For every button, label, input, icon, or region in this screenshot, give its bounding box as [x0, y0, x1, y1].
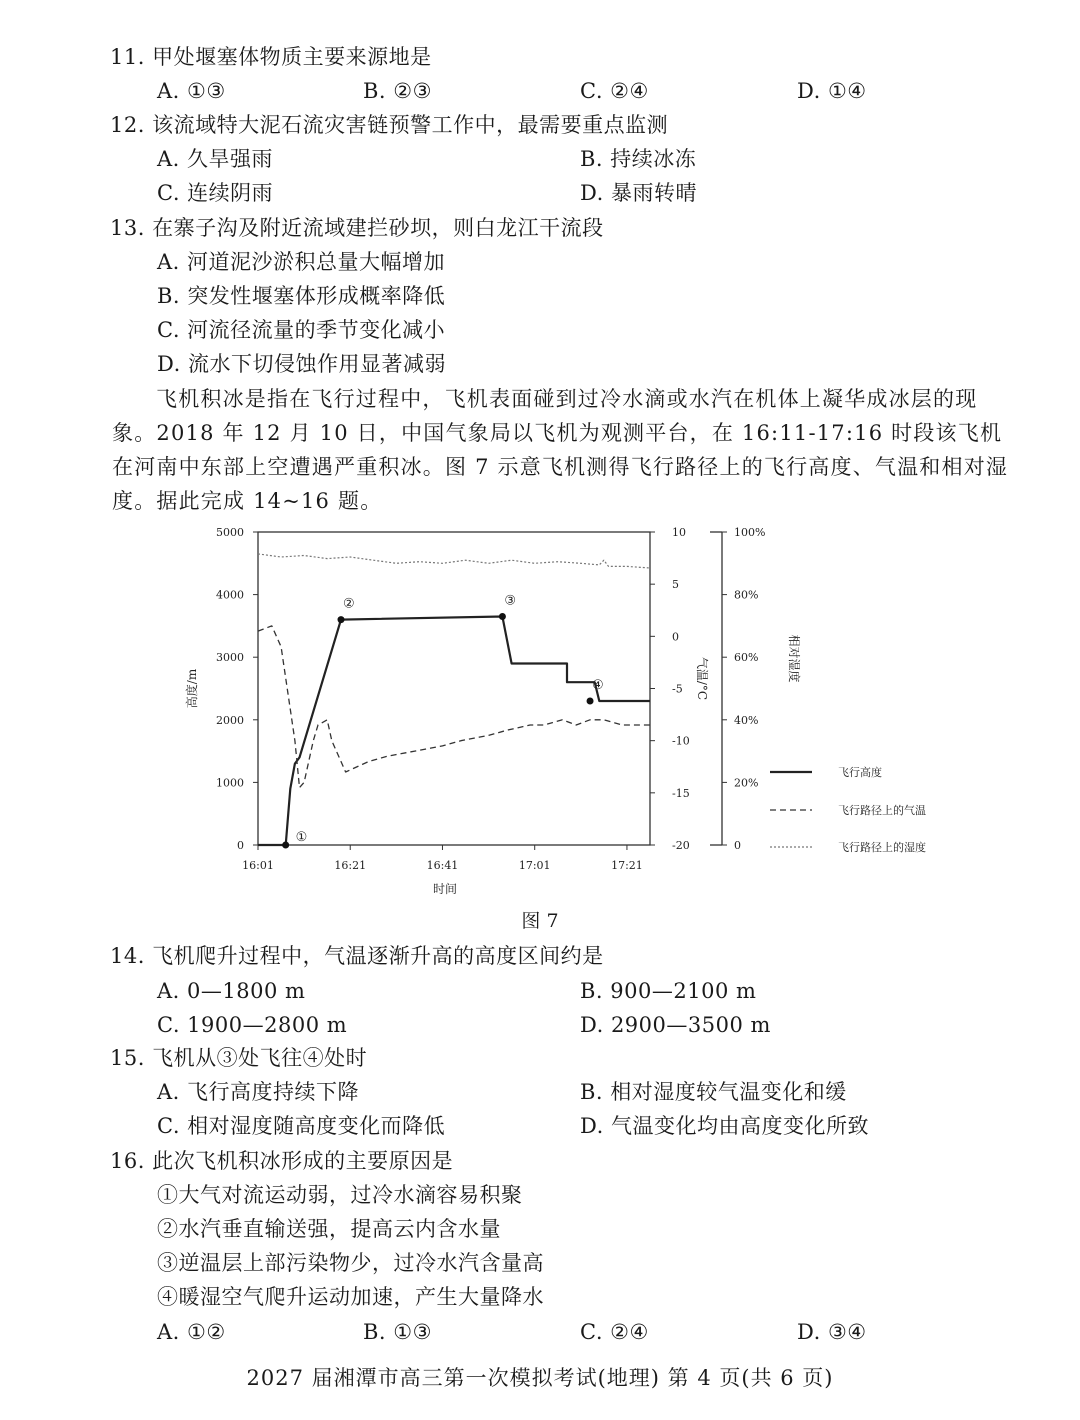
legend-label-0: 飞行高度 [838, 766, 882, 779]
marked-point [338, 616, 345, 623]
q15-option-c: C. 相对湿度随高度变化而降低 [157, 1114, 446, 1138]
marked-point [282, 842, 289, 849]
marked-point-label: ② [343, 596, 355, 612]
q14-option-c: C. 1900—2800 m [157, 1013, 348, 1037]
question-16-stem: 16. 此次飞机积冰形成的主要原因是 [110, 1149, 454, 1173]
marked-point-label: ④ [592, 678, 604, 694]
humidity-axis-label: 相对湿度 [787, 634, 801, 683]
temp-axis-label: 气温/°C [695, 656, 709, 701]
left-axis-tick-label: 2000 [216, 713, 244, 727]
figure-caption: 图 7 [521, 910, 559, 932]
marked-point-label: ① [295, 830, 308, 845]
q12-option-d: D. 暴雨转晴 [580, 181, 697, 205]
q13-option-a: A. 河道泥沙淤积总量大幅增加 [157, 250, 446, 274]
q12-option-c: C. 连续阴雨 [157, 181, 274, 205]
q11-option-a: A. ①③ [157, 79, 226, 103]
q11-option-d: D. ①④ [797, 79, 867, 103]
q16-option-a: A. ①② [157, 1320, 226, 1344]
left-axis-tick-label: 1000 [216, 776, 244, 790]
question-11-stem: 11. 甲处堰塞体物质主要来源地是 [110, 45, 432, 69]
q16-item-2: ②水汽垂直输送强，提高云内含水量 [157, 1217, 501, 1241]
q16-item-4: ④暖湿空气爬升运动加速，产生大量降水 [157, 1285, 544, 1309]
question-14-stem: 14. 飞机爬升过程中，气温逐渐升高的高度区间约是 [110, 944, 604, 968]
series-line-2 [258, 554, 650, 568]
left-axis-label: 高度/m [185, 668, 199, 709]
marked-point [499, 613, 506, 620]
x-axis-tick-label: 17:21 [611, 859, 643, 872]
reading-passage [112, 382, 1012, 518]
question-12-stem: 12. 该流域特大泥石流灾害链预警工作中，最需要重点监测 [110, 113, 669, 137]
temp-axis-tick-label: -10 [672, 734, 690, 748]
q11-option-c: C. ②④ [580, 79, 649, 103]
question-15-stem: 15. 飞机从③处飞往④处时 [110, 1046, 368, 1070]
humidity-axis-tick-label: 80% [734, 588, 759, 602]
x-axis-label: 时间 [432, 882, 458, 896]
series-line-0 [258, 617, 650, 846]
x-axis-tick-label: 17:01 [518, 859, 551, 872]
page-footer: 2027 届湘潭市高三第一次模拟考试(地理) 第 4 页(共 6 页) [246, 1366, 834, 1390]
legend-label-1: 飞行路径上的气温 [838, 804, 926, 817]
q11-option-b: B. ②③ [363, 79, 432, 103]
temp-axis-tick-label: -20 [672, 839, 690, 852]
humidity-axis-tick-label: 20% [734, 776, 759, 790]
temp-axis-tick-label: 10 [672, 526, 686, 539]
left-axis-tick-label: 0 [237, 839, 244, 852]
q13-option-b: B. 突发性堰塞体形成概率降低 [157, 284, 446, 308]
temp-axis-tick-label: 0 [672, 630, 679, 644]
q13-option-d: D. 流水下切侵蚀作用显著减弱 [157, 352, 446, 376]
question-13-stem: 13. 在寨子沟及附近流域建拦砂坝，则白龙江干流段 [110, 216, 604, 240]
q12-option-a: A. 久旱强雨 [157, 147, 274, 171]
q12-option-b: B. 持续冰冻 [580, 147, 697, 171]
x-axis-tick-label: 16:41 [426, 859, 459, 872]
q15-option-a: A. 飞行高度持续下降 [157, 1080, 360, 1104]
q14-option-d: D. 2900—3500 m [580, 1013, 771, 1037]
humidity-axis-tick-label: 60% [734, 651, 759, 665]
figure-7-chart [170, 518, 970, 908]
humidity-axis-tick-label: 40% [734, 713, 759, 727]
legend-label-2: 飞行路径上的湿度 [838, 841, 926, 854]
x-axis-tick-label: 16:21 [334, 859, 367, 872]
q16-option-c: C. ②④ [580, 1320, 649, 1344]
temp-axis-tick-label: 5 [672, 578, 679, 592]
left-axis-tick-label: 5000 [216, 526, 244, 539]
humidity-axis-tick-label: 100% [734, 526, 766, 539]
q14-option-a: A. 0—1800 m [157, 979, 306, 1003]
q16-item-3: ③逆温层上部污染物少，过冷水汽含量高 [157, 1251, 544, 1275]
marked-point-label: ③ [504, 593, 517, 609]
left-axis-tick-label: 3000 [216, 651, 244, 665]
temp-axis-tick-label: -15 [672, 786, 690, 800]
marked-point [587, 698, 594, 705]
q16-item-1: ①大气对流运动弱，过冷水滴容易积聚 [157, 1183, 523, 1207]
passage-text: 飞机积冰是指在飞行过程中，飞机表面碰到过冷水滴或水汽在机体上凝华成冰层的现象。2018 年 12 月 10 日，中国气象局以飞机为观测平台，在 16:11-17:16 时段该飞机在河南中东部上空遭遇严重积冰。图 7 示意飞机测得飞行路径上的飞行高度、气温和相对湿度。据此完成 14~16 题。 [112, 387, 1009, 513]
q16-option-b: B. ①③ [363, 1320, 432, 1344]
x-axis-tick-label: 16:01 [242, 859, 274, 872]
temp-axis-tick-label: -5 [672, 682, 683, 696]
q16-option-d: D. ③④ [797, 1320, 867, 1344]
humidity-axis-tick-label: 0 [734, 839, 741, 852]
q13-option-c: C. 河流径流量的季节变化减小 [157, 318, 446, 342]
left-axis-tick-label: 4000 [216, 588, 244, 602]
q14-option-b: B. 900—2100 m [580, 979, 757, 1003]
q15-option-b: B. 相对湿度较气温变化和缓 [580, 1080, 847, 1104]
series-line-1 [258, 626, 650, 788]
q15-option-d: D. 气温变化均由高度变化所致 [580, 1114, 869, 1138]
